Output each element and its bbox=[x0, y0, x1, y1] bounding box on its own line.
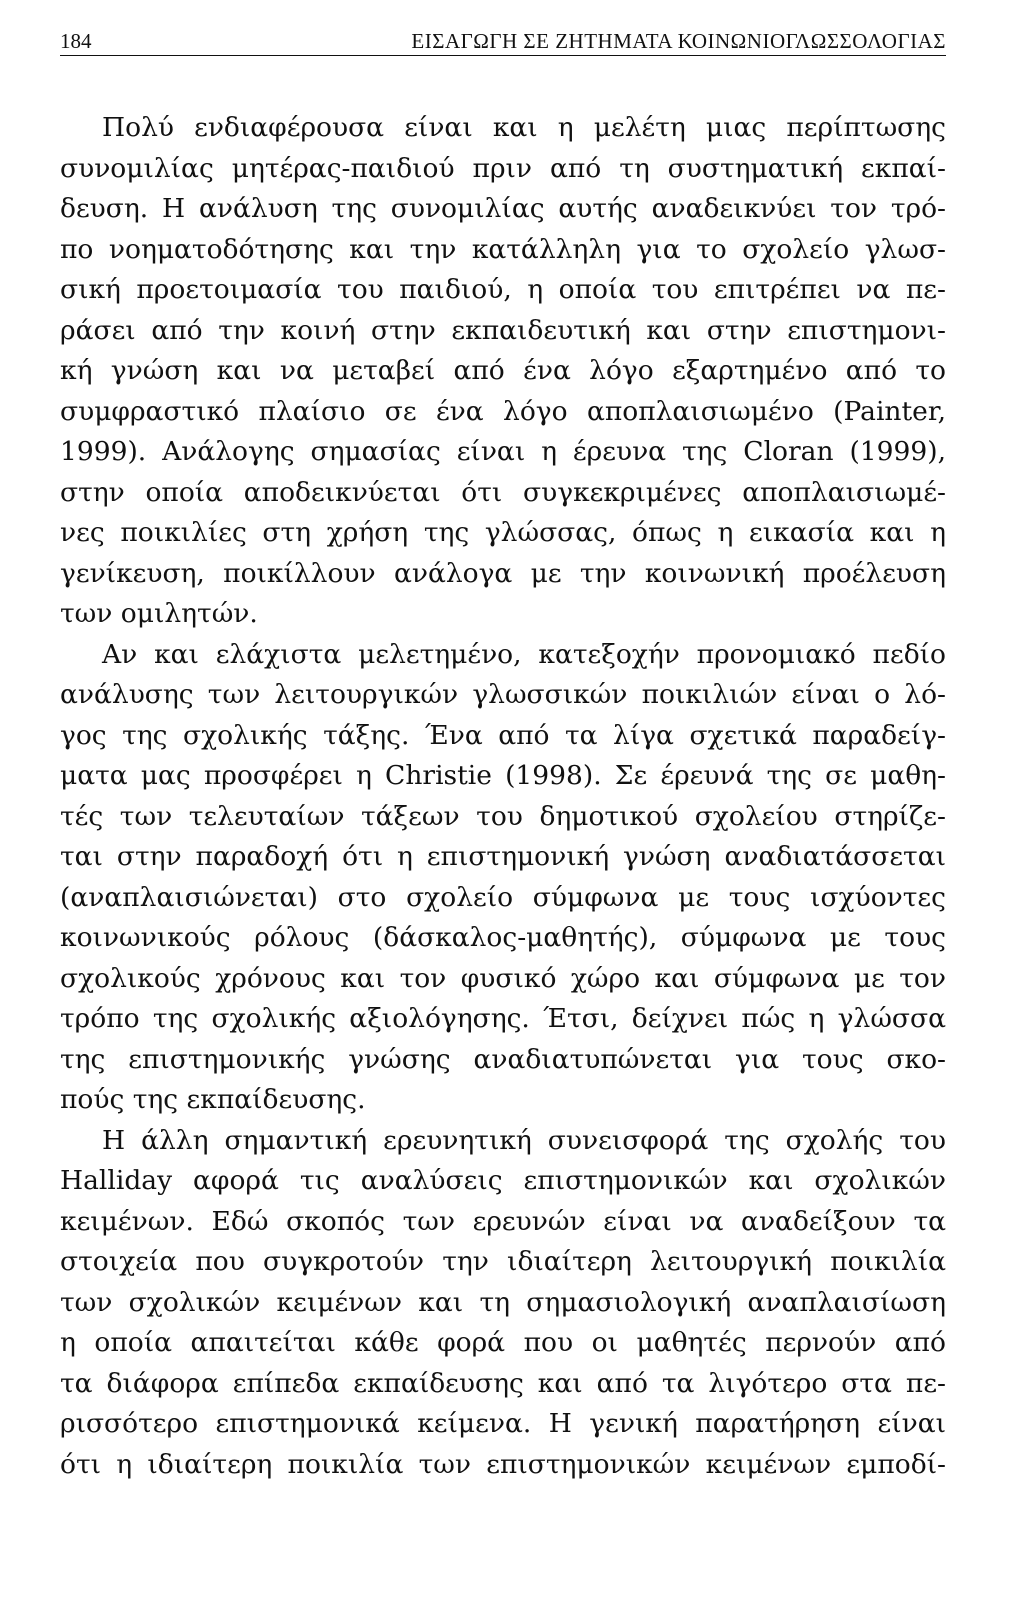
text-line: κειμένων. Εδώ σκοπός των ερευνών είναι να αναδείξουν τα bbox=[60, 1205, 946, 1237]
text-line: σχολικούς χρόνους και τον φυσικό χώρο και σύμφωνα με τον bbox=[60, 962, 946, 994]
text-line: των σχολικών κειμένων και τη σημασιολογική αναπλαισίωση bbox=[60, 1286, 946, 1318]
text-line: ανάλυσης των λειτουργικών γλωσσικών ποικιλιών είναι ο λό- bbox=[60, 679, 946, 710]
book-page bbox=[60, 28, 946, 1485]
body-text bbox=[60, 108, 946, 1485]
text-line: γενίκευση, ποικίλλουν ανάλογα με την κοινωνική προέλευση bbox=[60, 557, 946, 589]
text-line: πούς της εκπαίδευσης. bbox=[60, 1084, 366, 1115]
text-line: 1999). Ανάλογης σημασίας είναι η έρευνα της Cloran (1999), bbox=[60, 436, 946, 467]
text-line: Αν και ελάχιστα μελετημένο, κατεξοχήν προνομιακό πεδίο bbox=[102, 638, 946, 670]
text-line: (αναπλαισιώνεται) στο σχολείο σύμφωνα με τους ισχύοντες bbox=[60, 881, 946, 913]
text-line: συμφραστικό πλαίσιο σε ένα λόγο αποπλαισιωμένο (Painter, bbox=[60, 395, 946, 427]
text-line: κή γνώση και να μεταβεί από ένα λόγο εξαρτημένο από το bbox=[60, 355, 946, 386]
text-line: ότι η ιδιαίτερη ποικιλία των επιστημονικών κειμένων εμποδί- bbox=[60, 1448, 946, 1480]
text-line: Halliday αφορά τις αναλύσεις επιστημονικών και σχολικών bbox=[60, 1165, 946, 1196]
text-line: Η άλλη σημαντική ερευνητική συνεισφορά της σχολής του bbox=[102, 1124, 946, 1156]
text-line: ματα μας προσφέρει η Christie (1998). Σε έρευνά της σε μαθη- bbox=[60, 760, 946, 791]
text-line: ράσει από την κοινή στην εκπαιδευτική και στην επιστημονι- bbox=[60, 314, 946, 346]
text-line: σική προετοιμασία του παιδιού, η οποία του επιτρέπει να πε- bbox=[60, 274, 946, 305]
page-number: 184 bbox=[60, 29, 92, 53]
text-line: κοινωνικούς ρόλους (δάσκαλος-μαθητής), σύμφωνα με τους bbox=[60, 922, 946, 953]
text-line: νες ποικιλίες στη χρήση της γλώσσας, όπως η εικασία και η bbox=[60, 517, 946, 548]
text-line: γος της σχολικής τάξης. Ένα από τα λίγα σχετικά παραδείγ- bbox=[60, 719, 946, 751]
text-line: στοιχεία που συγκροτούν την ιδιαίτερη λειτουργική ποικιλία bbox=[60, 1246, 946, 1277]
text-line: τα διάφορα επίπεδα εκπαίδευσης και από τα λιγότερο στα πε- bbox=[60, 1367, 946, 1399]
running-header bbox=[60, 28, 946, 56]
text-line: συνομιλίας μητέρας-παιδιού πριν από τη συστηματική εκπαί- bbox=[60, 152, 946, 184]
text-line: δευση. Η ανάλυση της συνομιλίας αυτής αναδεικνύει τον τρό- bbox=[60, 193, 946, 224]
text-line: τές των τελευταίων τάξεων του δημοτικού σχολείου στηρίζε- bbox=[60, 800, 946, 832]
running-title: ΕΙΣΑΓΩΓΗ ΣΕ ΖΗΤΗΜΑΤΑ ΚΟΙΝΩΝΙΟΓΛΩΣΣΟΛΟΓΙΑΣ bbox=[411, 29, 946, 53]
text-line: Πολύ ενδιαφέρουσα είναι και η μελέτη μιας περίπτωσης bbox=[102, 112, 946, 143]
text-line: πο νοηματοδότησης και την κατάλληλη για το σχολείο γλωσ- bbox=[60, 233, 946, 265]
text-line: των ομιλητών. bbox=[60, 598, 258, 629]
text-line: στην οποία αποδεικνύεται ότι συγκεκριμένες αποπλαισιωμέ- bbox=[60, 476, 946, 508]
text-line: η οποία απαιτείται κάθε φορά που οι μαθητές περνούν από bbox=[60, 1327, 946, 1358]
text-line: της επιστημονικής γνώσης αναδιατυπώνεται για τους σκο- bbox=[60, 1043, 946, 1075]
text-line: τρόπο της σχολικής αξιολόγησης. Έτσι, δείχνει πώς η γλώσσα bbox=[60, 1003, 946, 1034]
text-line: ται στην παραδοχή ότι η επιστημονική γνώση αναδιατάσσεται bbox=[60, 841, 946, 872]
text-line: ρισσότερο επιστημονικά κείμενα. Η γενική παρατήρηση είναι bbox=[60, 1408, 946, 1439]
